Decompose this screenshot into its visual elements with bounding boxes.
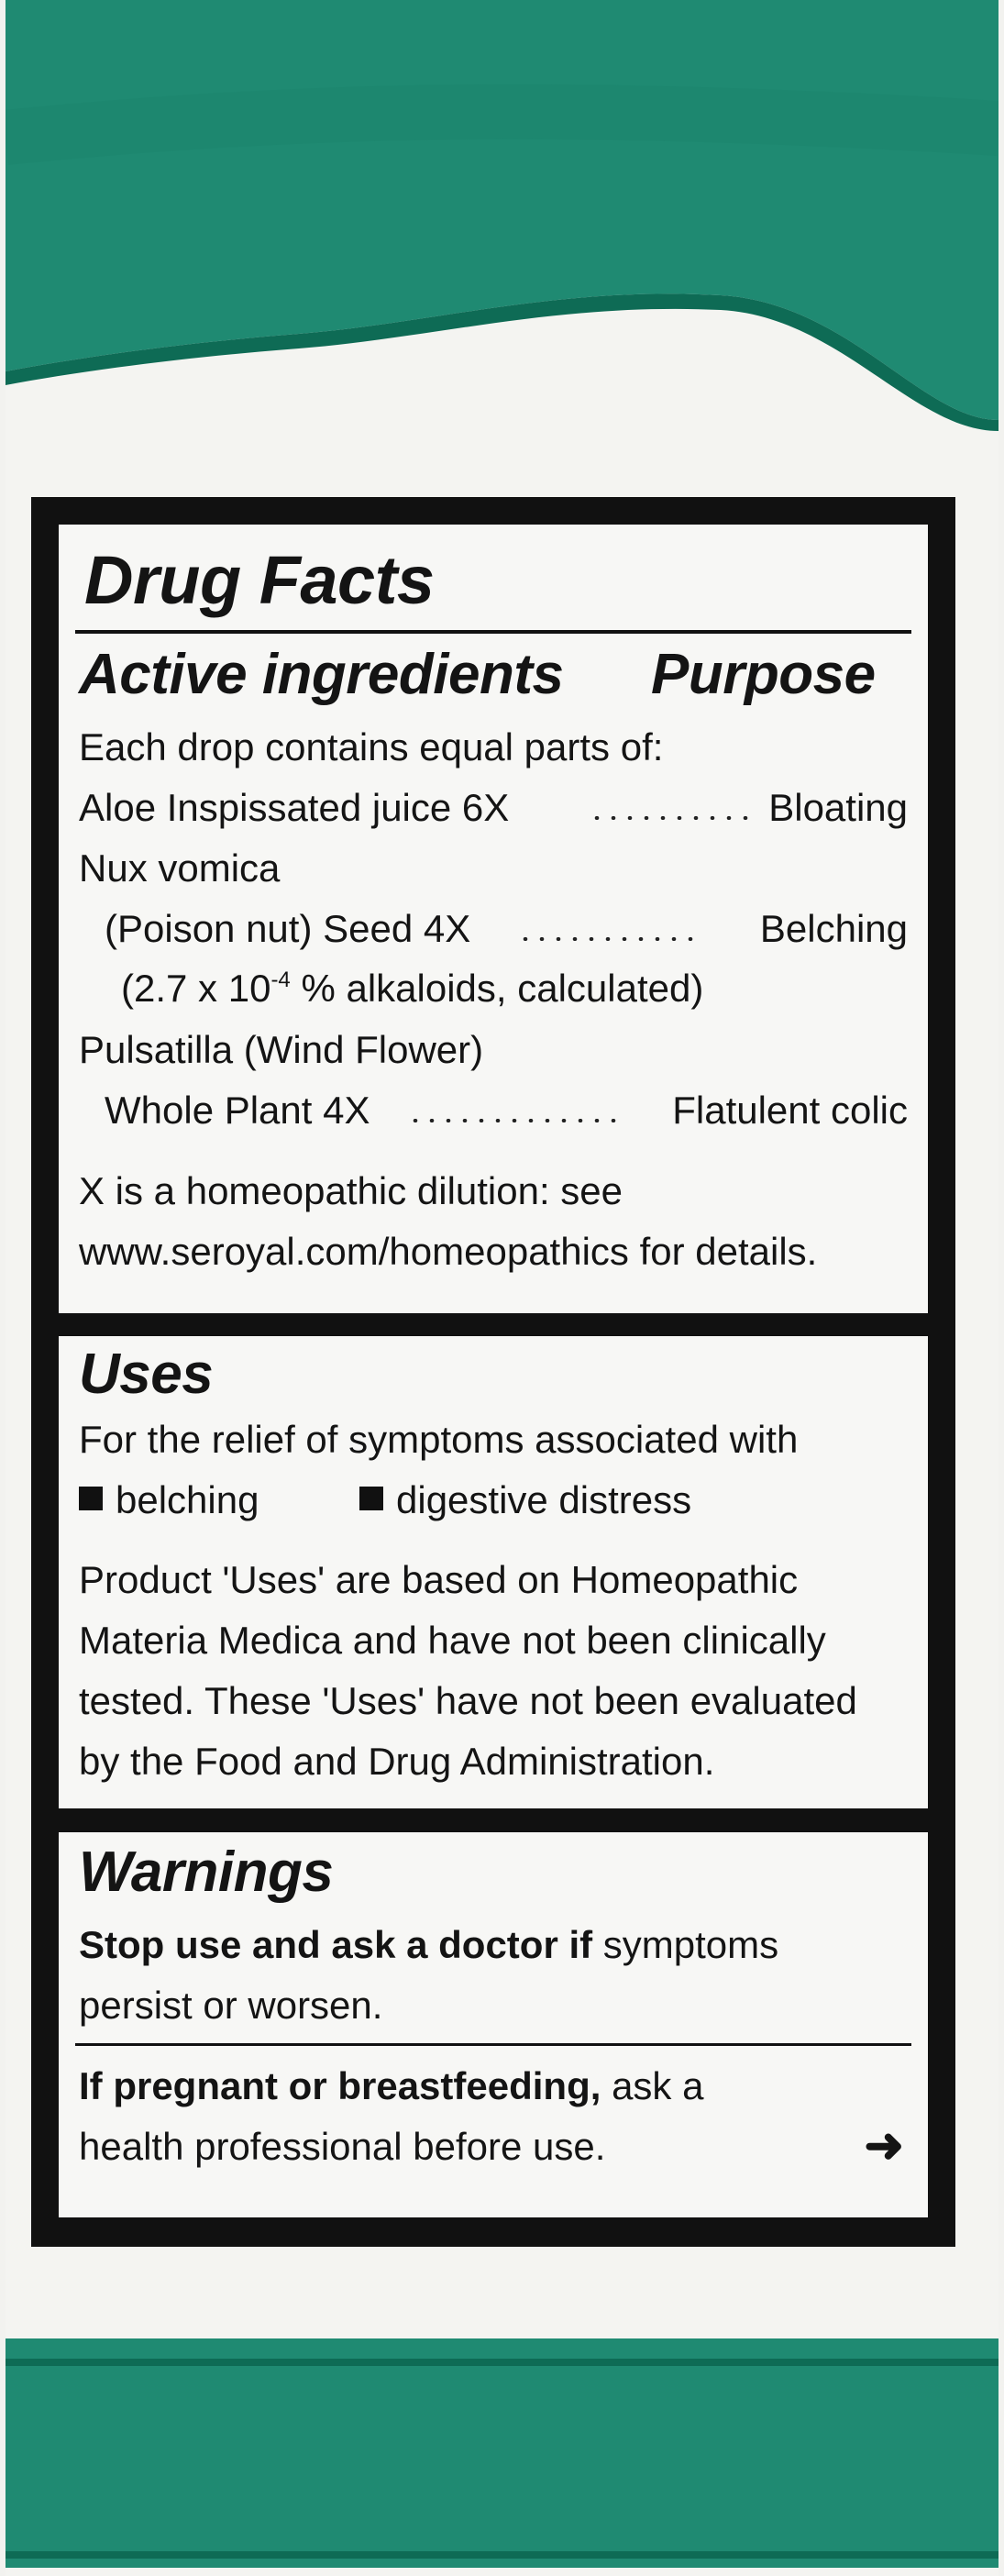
stop-use-warning-line2: persist or worsen. (79, 1984, 383, 2027)
bottom-band (6, 2338, 998, 2568)
purpose-heading: Purpose (651, 643, 876, 706)
ingredient-aloe: Aloe Inspissated juice 6X (79, 786, 510, 829)
stop-use-warning: Stop use and ask a doctor if symptoms (79, 1923, 779, 1966)
uses-bullet-digestive-distress: digestive distress (359, 1481, 691, 1520)
purpose-bloating: Bloating (768, 786, 908, 829)
ingredient-nux-vomica-part: (Poison nut) Seed 4X (105, 907, 471, 950)
pregnancy-warning-line2: health professional before use. (79, 2125, 606, 2168)
alkaloids-note: (2.7 x $10^{-4}$ % alkaloids, calculated) (121, 967, 704, 1010)
ingredient-nux-vomica: Nux vomica (79, 846, 281, 890)
purpose-belching: Belching (759, 907, 908, 950)
warnings-rule (75, 2043, 911, 2046)
bullet-square-icon (79, 1487, 103, 1510)
uses-disclaimer-line: by the Food and Drug Administration. (79, 1740, 715, 1783)
uses-section (59, 1336, 928, 1808)
pregnancy-warning: If pregnant or breastfeeding, ask a (79, 2064, 704, 2107)
top-wave-band (6, 0, 998, 431)
right-arrow-icon: ➜ (864, 2119, 904, 2172)
bottom-stripe (6, 2359, 998, 2366)
dilution-note-line2: www.seroyal.com/homeopathics for details. (79, 1230, 818, 1273)
uses-heading: Uses (79, 1343, 214, 1406)
purpose-flatulent-colic: Flatulent colic (672, 1089, 908, 1132)
bottom-stripe (6, 2551, 998, 2559)
drug-facts-section (59, 525, 928, 1313)
uses-bullet-belching: belching (79, 1481, 259, 1520)
bullet-square-icon (359, 1487, 383, 1510)
drug-facts-panel (31, 497, 955, 2247)
dot-leader (407, 1119, 618, 1122)
uses-disclaimer-line: tested. These 'Uses' have not been evaluated (79, 1679, 857, 1722)
dot-leader (589, 816, 754, 820)
ingredient-pulsatilla: Pulsatilla (Wind Flower) (79, 1028, 484, 1071)
intro-text: Each drop contains equal parts of: (79, 725, 664, 768)
product-box (6, 0, 998, 2576)
ingredient-pulsatilla-part: Whole Plant 4X (105, 1089, 370, 1132)
warnings-section (59, 1832, 928, 2217)
title-rule (75, 630, 911, 634)
uses-disclaimer-line: Product 'Uses' are based on Homeopathic (79, 1558, 799, 1601)
drug-facts-title: Drug Facts (84, 542, 435, 618)
warnings-heading: Warnings (79, 1841, 334, 1904)
dilution-note-line1: X is a homeopathic dilution: see (79, 1169, 623, 1212)
dot-leader (517, 937, 701, 941)
active-ingredients-heading: Active ingredients (79, 643, 564, 706)
uses-intro: For the relief of symptoms associated with (79, 1418, 799, 1461)
uses-disclaimer-line: Materia Medica and have not been clinically (79, 1619, 826, 1662)
